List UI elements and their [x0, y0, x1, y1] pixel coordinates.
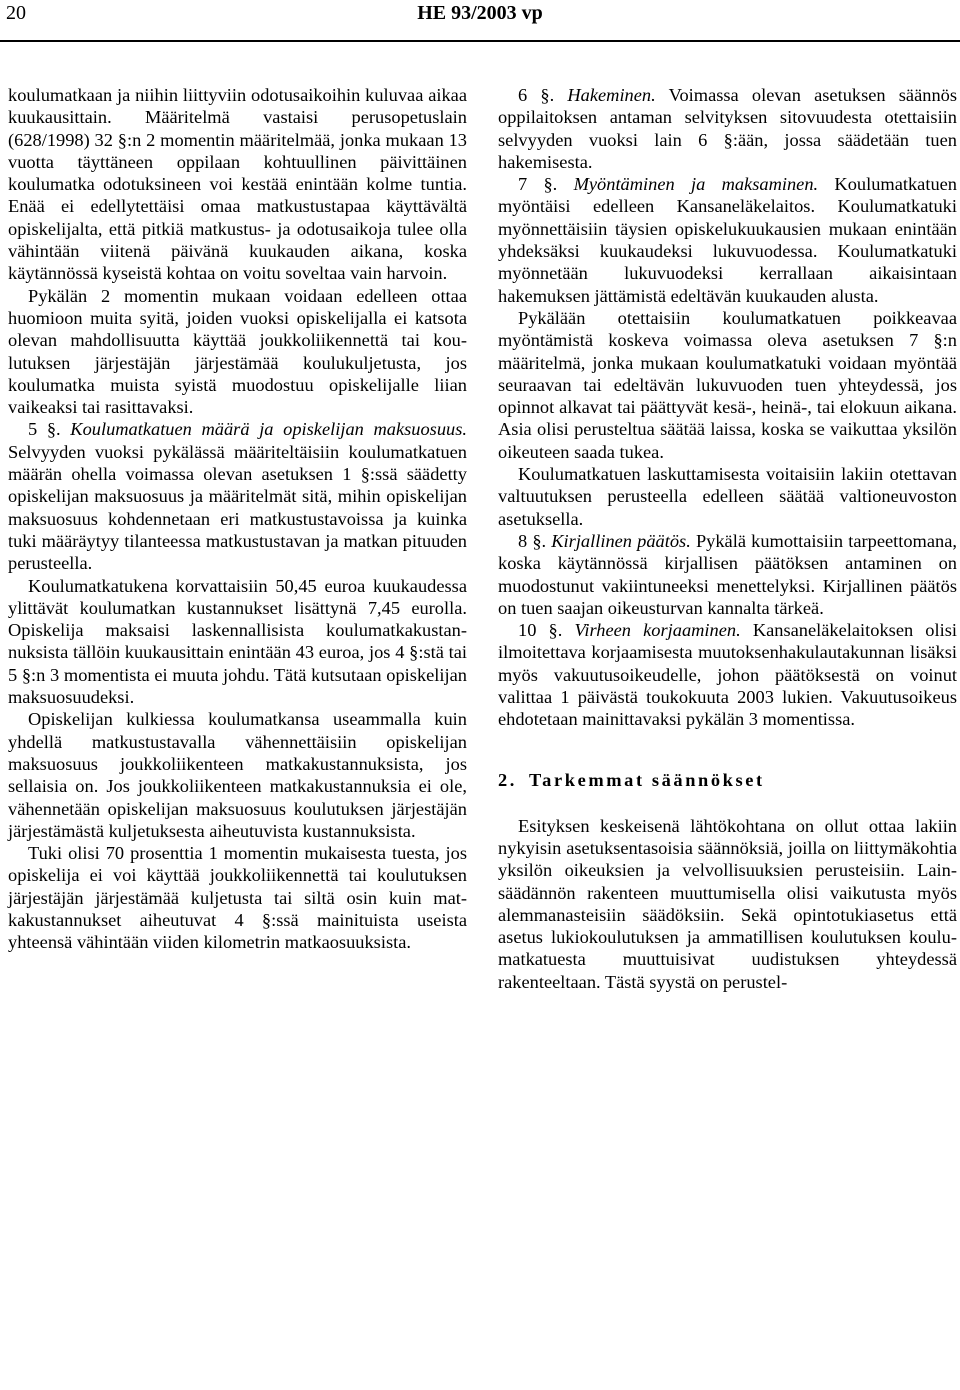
- section-title: Tarkemmat säännökset: [529, 769, 765, 790]
- left-column: [8, 84, 467, 954]
- section-6-label: 6 §.: [518, 85, 555, 105]
- paragraph: Pykälän 2 momentin mukaan voidaan edelleen ottaa huomioon muita syitä, joiden vuoksi opiskelijalla ei katsota olevan mahdollisuutta käyttää joukkoliikennettä tai koulutuksen järjestäjän järjestämää koulukuljetusta, jos koulumatka muista syistä muodostuu opiskelijalle liian vaikeaksi tai rasittavaksi.: [8, 285, 467, 418]
- section-6-title: Hakeminen.: [567, 85, 656, 105]
- section-5-paragraph: [8, 418, 467, 574]
- paragraph: Opiskelijan kulkiessa koulumatkansa useammalla kuin yhdellä matkustustavalla vähennettäisiin opiskelijan maksuosuus joukkoliikenteen matkakustannuksista, jos sellaisia on. Jos joukkoliikenteen matkakustannuksia ei ole, vähennetään opiskelijan maksuosuus koulutuksen järjestäjän järjestämästä kuljetuksesta aiheutuvista kustannuksista.: [8, 709, 467, 841]
- section-10-title: Virheen korjaaminen.: [574, 620, 741, 641]
- document-id: HE 93/2003 vp: [417, 2, 543, 24]
- section-number: 2.: [498, 769, 517, 790]
- section-10-text: Kansaneläkelaitoksen olisi ilmoitettava korjaamisesta muutoksenhakulautakunnan lisäksi myös vakuutusoikeudelle, johon päätöksestä on voinut valittaa 1 päivästä toukokuuta 2003 lukien. Vakuutusoikeus ehdotetaan mainittavaksi pykälän 3 momentissa.: [498, 620, 957, 730]
- page-header: [0, 0, 960, 40]
- section-heading: [498, 769, 957, 791]
- section-6-paragraph: [498, 84, 957, 173]
- section-7-text: Koulumatkatuen myöntäisi edelleen Kansaneläkelaitos. Koulumatkatuki myönnettäisiin täysien opiskelukuukausien mukaan enintään yhdeksäksi kuukaudeksi lukuvuodessa. Koulumatkatuki myönnetään lukuvuodeksi kerrallaan aikaisintaan hakemuksen jättämistä edeltävän kuukauden alusta.: [498, 174, 957, 306]
- section-5-title: Koulumatkatuen määrä ja opiskelijan maksuosuus.: [70, 419, 467, 440]
- section-10-label: 10 §.: [518, 620, 563, 641]
- paragraph: Koulumatkatukena korvattaisiin 50,45 euroa kuukaudessa ylittävät koulumatkan kustannukset lisättynä 7,45 eurolla. Opiskelija maksaisi laskennallisista koulumatkakustannuksista tällöin kuukausittain enintään 43 euroa, jos 4 §:stä tai 5 §:n 3 momentista ei muuta johdu. Tätä kutsutaan opiskelijan maksuosuudeksi.: [8, 575, 467, 708]
- paragraph: Tuki olisi 70 prosenttia 1 momentin mukaisesta tuesta, jos opiskelija ei voi käyttää joukkoliikennettä tai koulutuksen järjestäjän järjestämää kuljetusta tai siltä osin kuin matkakustannukset aiheutuvat 4 §:ssä mainituista useista yhteensä vähintään viiden kilometrin matkaosuuksista.: [8, 843, 467, 953]
- section-6-text: Voimassa olevan asetuksen säännös oppilaitoksen antaman selvityksen sitovuudesta otettaisiin selvyyden vuoksi lain 6 §:ään, jossa säädetään tuen hakemisesta.: [498, 85, 957, 172]
- section-5-text: Selvyyden vuoksi pykälässä määriteltäisiin koulumatkatuen määrän ohella voimassa olevan asetuksen 1 §:ssä säädetty opiskelijan maksuosuus ja määritelmät sitä, mihin opiskelijan maksuosuus kohdennetaan eri matkustustavoissa ja kuinka tuki määräytyy tilanteessa matkustustavan ja matkan pituuden perusteella.: [8, 441, 467, 574]
- section-8-label: 8 §.: [518, 530, 547, 551]
- section-8-title: Kirjallinen päätös.: [551, 530, 691, 551]
- paragraph: Koulumatkatuen laskuttamisesta voitaisiin lakiin otettavan valtuutuksen perusteella edelleen säätää valtioneuvoston asetuksella.: [498, 464, 957, 529]
- section-7-paragraph: [498, 173, 957, 307]
- section-5-label: 5 §.: [28, 419, 61, 440]
- page-number: 20: [6, 2, 26, 24]
- header-rule: [0, 40, 960, 42]
- section-8-text: Pykälä kumottaisiin tarpeettomana, koska käytännössä kirjallisen päätöksen antaminen on muodostunut vakiintuneeksi menettelyksi. Kirjallinen päätös on tuen saajan oikeusturvan kannalta tärkeä.: [498, 530, 957, 618]
- section-10-paragraph: [498, 619, 957, 730]
- section-7-title: Myöntäminen ja maksaminen.: [573, 174, 819, 195]
- paragraph: Pykälään otettaisiin koulumatkatuen poikkeavaa myöntämistä koskeva voimassa oleva asetuksen 7 §:n määritelmä, jonka mukaan koulumatkatuki voidaan myöntää seuraavan tai edeltävän lukuvuoden tuen yhteydessä, jos opinnot alkavat tai päättyvät kesä-, heinä-, tai elokuun aikana. Asia olisi perusteltua säätää laissa, koska se vaikuttaa yksilön oikeuteen saada tukea.: [498, 307, 957, 462]
- right-column: [498, 84, 957, 993]
- section-8-paragraph: [498, 530, 957, 619]
- paragraph: koulumatkaan ja niihin liittyviin odotusaikoihin kuluvaa aikaa kuukausittain. Määritelmä vastaisi perusopetuslain (628/1998) 32 §:n 2 momentin määritelmää, jonka mukaan 13 vuotta täyttäneen oppilaan kohtuullinen päivittäinen koulumatka odotuksineen voi kestää enintään kolme tuntia. Enää ei edellytettäisi omaa matkustustapaa käyttävältä opiskelijalta, että pitkiä matkustus- ja odotusaikoja tulee olla vähintään viitenä päivänä kuukauden aikana, koska käytännössä kyseistä kohtaa on voitu soveltaa vain harvoin.: [8, 85, 467, 284]
- spacer: [498, 731, 957, 753]
- paragraph: Esityksen keskeisenä lähtökohtana on ollut ottaa lakiin nykyisin asetuksentasoisia säännöksiä, joilla on liittymäkohtia yksilön oikeuksien ja velvollisuuksien perusteisiin. Lainsäädännön rakenteen muuttumisella olisi vaikutusta myös alemmanasteisiin säädöksiin. Sekä opintotukiasetus että asetus lukiokoulutuksen ja ammatillisen koulutuksen koulumatkatuesta muuttuisivat uudistuksen yhteydessä rakenteeltaan. Tästä syystä on perustel-: [498, 815, 957, 992]
- section-7-label: 7 §.: [518, 174, 558, 195]
